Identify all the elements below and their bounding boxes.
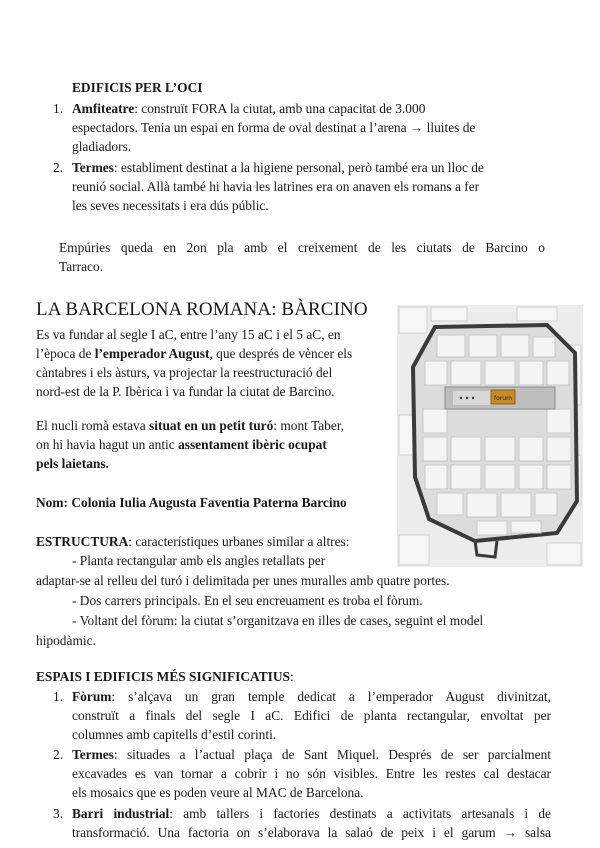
list-item-line: els mosaics que es poden veure al MAC de Barcelona. (72, 785, 364, 800)
list-item-line: construït a finals del segle I aC. Edifici de planta rectangular, envoltat per (72, 708, 551, 723)
intro-line: nord-est de la P. Ibèrica i va fundar la ciutat de Barcino. (36, 384, 335, 399)
forum-label: forum (494, 395, 512, 402)
list-item-forum: Fòrum: s’alçava un gran temple dedicat a l’emperador August divinitzat, (72, 689, 551, 704)
estructura-line: hipodàmic. (36, 633, 96, 648)
list-item-line: transformació. Una factoria on s’elaborava la salaó de peix i el garum → salsa (72, 825, 551, 840)
nucli-line: El nucli romà estava situat en un petit turó: mont Taber, (36, 418, 345, 433)
list-item-line: reunió social. Allà també hi havia les latrines era on anaven els romans a fer (72, 179, 480, 194)
list-number: 2. (53, 160, 64, 175)
list-item-line: excavades es van tornar a cobrir i no són visibles. Entre les restes cal destacar (72, 766, 551, 781)
nucli-line: on hi havia hagut un antic assentament ibèric ocupat (36, 437, 327, 452)
list-item-termes: Termes: establiment destinat a la higiene personal, però també era un lloc de (72, 160, 484, 175)
paragraph-empories: Empúries queda en 2on pla amb el creixement de les ciutats de Barcino o (59, 240, 545, 255)
intro-line: càntabres i els àsturs, va projectar la reestructuració del (36, 365, 333, 380)
estructura-intro: ESTRUCTURA: característiques urbanes similar a altres: (36, 534, 350, 549)
forum-column-marker (472, 397, 474, 399)
list-item-line: columnes amb capitells d’estil corinti. (72, 727, 277, 742)
list-item-barri-industrial: Barri industrial: amb tallers i factories destinats a activitats artesanals i de (72, 806, 551, 821)
espais-title: ESPAIS I EDIFICIS MÉS SIGNIFICATIUS: (36, 669, 294, 684)
barcino-map (397, 305, 583, 567)
colony-name: Nom: Colonia Iulia Augusta Faventia Paterna Barcino (36, 495, 347, 510)
list-number: 2. (53, 747, 64, 762)
list-item-line: gladiadors. (72, 139, 132, 154)
page-title-barcelona: LA BARCELONA ROMANA: BÀRCINO (36, 299, 368, 320)
estructura-line: - Planta rectangular amb els angles retallats per (72, 553, 326, 568)
estructura-line: adaptar-se al relleu del turó i delimitada per unes muralles amb quatre portes. (36, 573, 450, 588)
estructura-line: - Voltant del fòrum: la ciutat s’organitzava en illes de cases, seguint el model (72, 613, 484, 628)
paragraph-empories-end: Tarraco. (59, 259, 104, 274)
intro-line: Es va fundar al segle I aC, entre l’any 15 aC i el 5 aC, en (36, 327, 341, 342)
list-number: 3. (53, 806, 64, 821)
section-title-oci: EDIFICIS PER L’OCI (72, 80, 203, 95)
list-item-line: les seves necessitats i era dús públic. (72, 198, 269, 213)
forum-column-marker (460, 397, 462, 399)
list-item-termes-barcino: Termes: situades a l’actual plaça de Sant Miquel. Després de ser parcialment (72, 747, 551, 762)
intro-line: l’època de l’emperador August, que després de vèncer els (36, 346, 353, 361)
list-number: 1. (53, 101, 64, 116)
nucli-line: pels laietans. (36, 456, 109, 471)
estructura-line: - Dos carrers principals. En el seu encreuament es troba el fòrum. (72, 593, 423, 608)
list-item-line: espectadors. Tenia un espai en forma de oval destinat a l’arena → lluites de (72, 120, 476, 135)
list-item-amfiteatre: Amfiteatre: construït FORA la ciutat, amb una capacitat de 3.000 (72, 101, 426, 116)
list-number: 1. (53, 689, 64, 704)
forum-column-marker (466, 397, 468, 399)
